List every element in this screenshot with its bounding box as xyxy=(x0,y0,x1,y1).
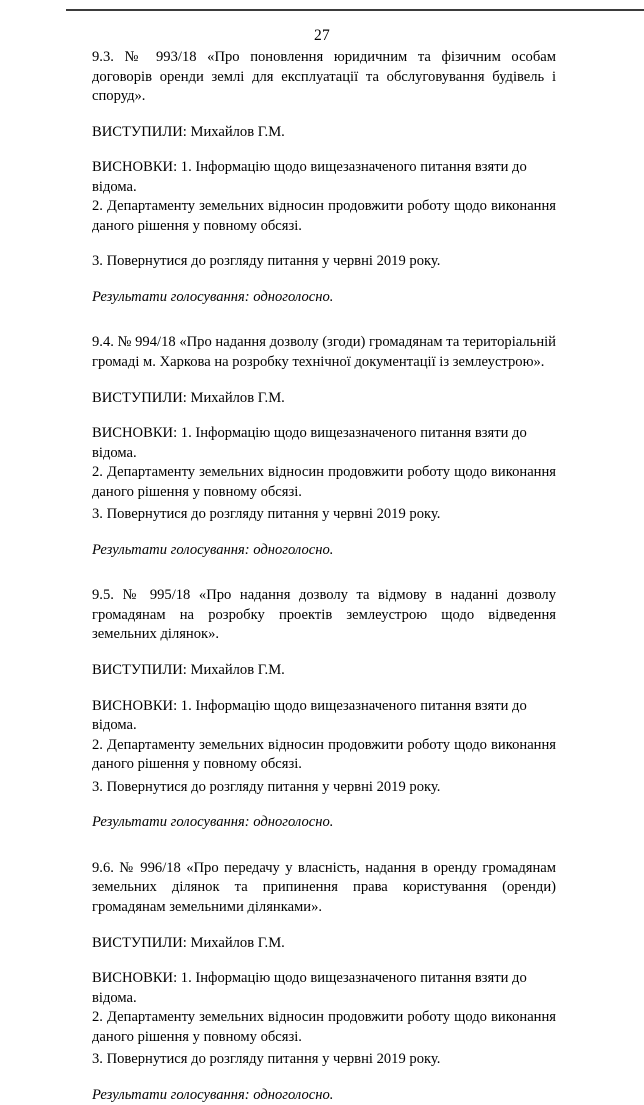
agenda-item-heading: 9.4. № 994/18 «Про надання дозволу (згоди) громадянам та територіальній громаді м. Харкова на розробку технічної документації із землеустрою». xyxy=(92,334,556,371)
agenda-item-conclusion-1: ВИСНОВКИ: 1. Інформацію щодо вищезазначеного питання взяти до відома. xyxy=(92,159,527,195)
agenda-item-conclusion-1: ВИСНОВКИ: 1. Інформацію щодо вищезазначеного питання взяти до відома. xyxy=(92,697,527,734)
agenda-item-speakers: ВИСТУПИЛИ: Михайлов Г.М. xyxy=(92,389,285,406)
agenda-item-speakers: ВИСТУПИЛИ: Михайлов Г.М. xyxy=(92,662,285,679)
agenda-item-vote-result: Результати голосування: одноголосно. xyxy=(92,288,334,305)
agenda-item-conclusion-1: ВИСНОВКИ: 1. Інформацію щодо вищезазначеного питання взяти до відома. xyxy=(92,970,527,1006)
agenda-item-heading: 9.3. № 993/18 «Про поновлення юридичним та фізичним особам договорів оренди землі для експлуатації та обслуговування будівель і споруд». xyxy=(92,49,556,105)
agenda-item-conclusion-2: 2. Департаменту земельних відносин продовжити роботу щодо виконання даного рішення у повному обсязі. xyxy=(92,198,556,234)
agenda-item-9-3 xyxy=(92,48,556,307)
agenda-item-conclusion-2: 2. Департаменту земельних відносин продовжити роботу щодо виконання даного рішення у повному обсязі. xyxy=(92,1009,556,1045)
agenda-item-conclusion-3: 3. Повернутися до розгляду питання у червні 2019 року. xyxy=(92,253,441,270)
agenda-item-heading: 9.5. № 995/18 «Про надання дозволу та відмову в наданні дозволу громадянам на розробку проектів землеустрою щодо відведення земельних ділянок». xyxy=(92,587,556,643)
agenda-item-vote-result: Результати голосування: одноголосно. xyxy=(92,541,334,558)
agenda-item-heading: 9.6. № 996/18 «Про передачу у власність, надання в оренду громадянам земельних ділянок та припинення права користування (оренди) громадянам земельними ділянками». xyxy=(92,859,556,915)
page-number: 27 xyxy=(314,27,330,44)
agenda-item-vote-result: Результати голосування: одноголосно. xyxy=(92,814,334,831)
agenda-item-9-6 xyxy=(92,859,556,1105)
agenda-item-conclusion-2: 2. Департаменту земельних відносин продовжити роботу щодо виконання даного рішення у повному обсязі. xyxy=(92,736,556,773)
agenda-item-9-5 xyxy=(92,586,556,832)
agenda-item-speakers: ВИСТУПИЛИ: Михайлов Г.М. xyxy=(92,123,285,140)
agenda-item-vote-result: Результати голосування: одноголосно. xyxy=(92,1086,334,1103)
document-body xyxy=(92,48,556,1105)
agenda-item-9-4 xyxy=(92,333,556,560)
agenda-item-conclusion-3: 3. Повернутися до розгляду питання у червні 2019 року. xyxy=(92,778,441,795)
agenda-item-conclusion-3: 3. Повернутися до розгляду питання у червні 2019 року. xyxy=(92,506,441,523)
agenda-item-conclusion-1: ВИСНОВКИ: 1. Інформацію щодо вищезазначеного питання взяти до відома. xyxy=(92,425,527,461)
page-top-rule xyxy=(66,9,644,11)
agenda-item-speakers: ВИСТУПИЛИ: Михайлов Г.М. xyxy=(92,934,285,951)
agenda-item-conclusion-3: 3. Повернутися до розгляду питання у червні 2019 року. xyxy=(92,1051,441,1068)
agenda-item-conclusion-2: 2. Департаменту земельних відносин продовжити роботу щодо виконання даного рішення у повному обсязі. xyxy=(92,464,556,500)
